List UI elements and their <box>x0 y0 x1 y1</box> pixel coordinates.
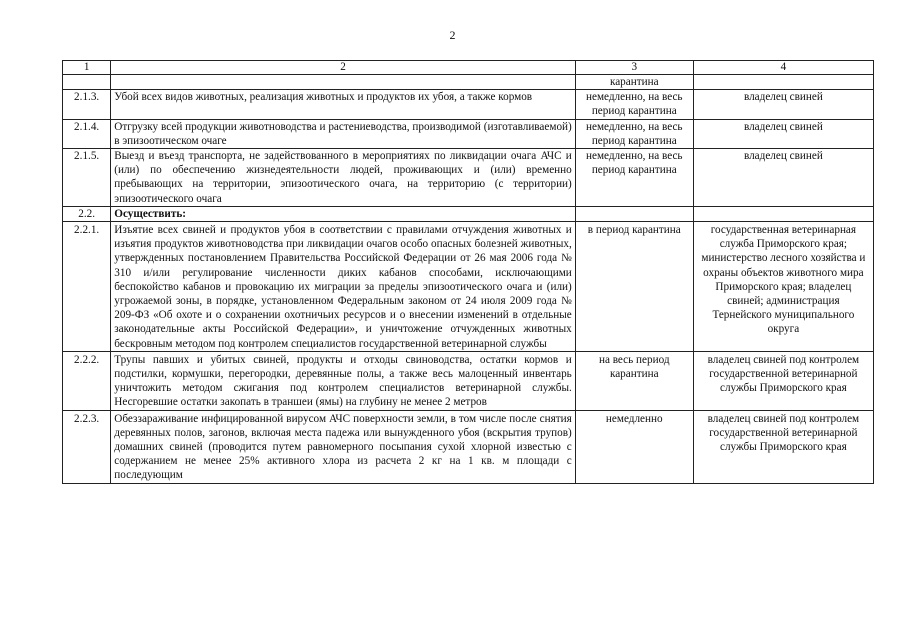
row-term: немедленно, на весь период карантина <box>575 119 693 148</box>
row-measure <box>111 75 576 90</box>
row-term <box>575 206 693 221</box>
section-heading: Осуществить: <box>111 206 576 221</box>
row-term: карантина <box>575 75 693 90</box>
table-row <box>63 222 874 352</box>
row-responsible: владелец свиней <box>693 119 873 148</box>
row-term: немедленно <box>575 410 693 483</box>
row-responsible: владелец свиней <box>693 149 873 207</box>
row-measure: Изъятие всех свиней и продуктов убоя в соответствии с правилами отчуждения животных и изъятия продуктов животноводства при ликвидации очагов особо опасных болезней животных, утвержденных постановлением Правительства Российской Федерации от 26 мая 2006 года № 310 и/или регулирование численности диких кабанов способами, исключающими беспокойство кабанов и провокацию их миграции за пределы эпизоотического очага и (или) угрожаемой зоны, в порядке, установленном Федеральным законом от 24 июля 2009 года № 209-ФЗ «Об охоте и о сохранении охотничьих ресурсов и о внесении изменений в отдельные законодательные акты Российской Федерации», и уничтожение отчужденных животных бескровным методом под контролем специалистов государственной ветеринарной службы <box>111 222 576 352</box>
page-number: 2 <box>449 28 456 42</box>
measures-table <box>62 60 874 484</box>
row-measure: Отгрузку всей продукции животноводства и растениеводства, производимой (изготавливаемой) в эпизоотическом очаге <box>111 119 576 148</box>
column-header-2: 2 <box>111 61 576 75</box>
row-number: 2.2.1. <box>63 222 111 352</box>
row-responsible <box>693 206 873 221</box>
row-measure: Трупы павших и убитых свиней, продукты и отходы свиноводства, остатки кормов и подстилки, кормушки, перегородки, деревянные полы, а также весь малоценный инвентарь уничтожить методом сжигания под контролем специалистов ветеринарной службы. Несгоревшие остатки закопать в траншеи (ямы) на глубину не менее 2 метров <box>111 351 576 410</box>
table-row <box>63 149 874 207</box>
row-responsible: государственная ветеринарная служба Приморского края; министерство лесного хозяйства и охраны объектов животного мира Приморского края; владелец свиней; администрация Тернейского муниципального округа <box>693 222 873 352</box>
row-measure: Выезд и въезд транспорта, не задействованного в мероприятиях по ликвидации очага АЧС и (или) по обеспечению жизнедеятельности людей, проживающих и (или) временно пребывающих на территории, эпизоотического очага, на территорию (с территории) эпизоотического очага <box>111 149 576 207</box>
row-number: 2.1.3. <box>63 90 111 119</box>
table-row <box>63 90 874 119</box>
row-measure: Убой всех видов животных, реализация животных и продуктов их убоя, а также кормов <box>111 90 576 119</box>
row-number: 2.1.4. <box>63 119 111 148</box>
table-row-section <box>63 206 874 221</box>
row-responsible: владелец свиней под контролем государственной ветеринарной службы Приморского края <box>693 410 873 483</box>
table-header-row <box>63 61 874 75</box>
row-term: в период карантина <box>575 222 693 352</box>
row-number: 2.2.3. <box>63 410 111 483</box>
row-term: немедленно, на весь период карантина <box>575 149 693 207</box>
row-number <box>63 75 111 90</box>
row-responsible <box>693 75 873 90</box>
table-row <box>63 410 874 483</box>
row-term: на весь период карантина <box>575 351 693 410</box>
table-row <box>63 119 874 148</box>
table-row-continuation <box>63 75 874 90</box>
row-term: немедленно, на весь период карантина <box>575 90 693 119</box>
column-header-3: 3 <box>575 61 693 75</box>
table-row <box>63 351 874 410</box>
row-number: 2.2. <box>63 206 111 221</box>
column-header-1: 1 <box>63 61 111 75</box>
row-responsible: владелец свиней под контролем государственной ветеринарной службы Приморского края <box>693 351 873 410</box>
column-header-4: 4 <box>693 61 873 75</box>
row-number: 2.2.2. <box>63 351 111 410</box>
row-responsible: владелец свиней <box>693 90 873 119</box>
row-measure: Обеззараживание инфицированной вирусом АЧС поверхности земли, в том числе после снятия деревянных полов, загонов, включая места падежа или вынужденного убоя (вскрытия трупов) домашних свиней (проводится путем равномерного посыпания сухой хлорной известью с содержанием не менее 25% активного хлора из расчета 2 кг на 1 кв. м площади с последующим <box>111 410 576 483</box>
row-number: 2.1.5. <box>63 149 111 207</box>
